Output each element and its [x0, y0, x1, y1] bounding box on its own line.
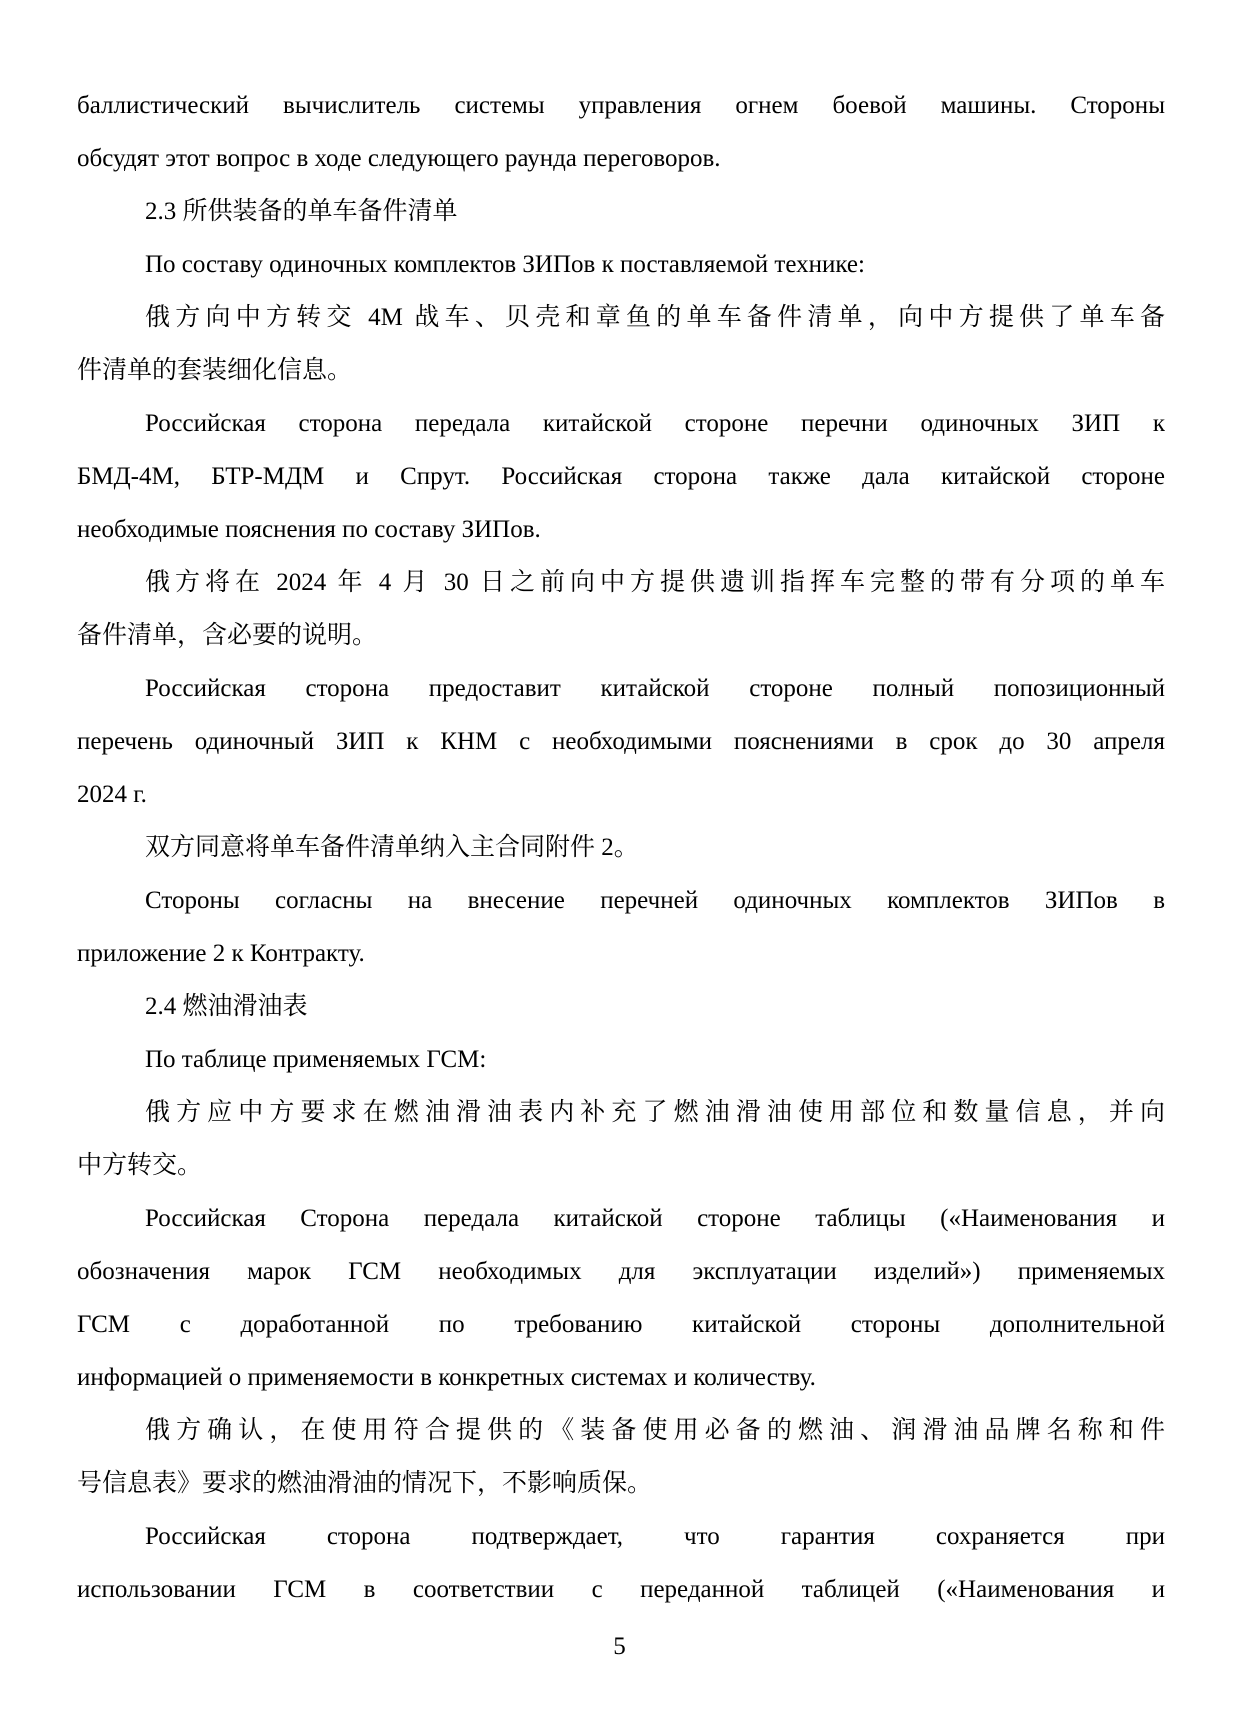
section-heading-2-3: 2.3 所供装备的单车备件清单	[145, 198, 458, 225]
text-line: приложение 2 к Контракту.	[77, 940, 365, 967]
text-line: 号信息表》要求的燃油滑油的情况下，不影响质保。	[77, 1470, 653, 1497]
text-line: БМД-4М, БТР-МДМ и Спрут. Российская сторона также дала китайской стороне	[77, 463, 1165, 490]
text-line: 中方转交。	[77, 1152, 203, 1179]
text-line: Российская сторона подтверждает, что гарантия сохраняется при	[145, 1523, 1165, 1550]
text-line: 俄方向中方转交 4M 战车、贝壳和章鱼的单车备件清单，向中方提供了单车备	[145, 304, 1165, 331]
text-line: ГСМ с доработанной по требованию китайской стороны дополнительной	[77, 1311, 1165, 1338]
text-line: По таблице применяемых ГСМ:	[145, 1046, 487, 1073]
text-line: Российская Сторона передала китайской стороне таблицы («Наименования и	[145, 1205, 1165, 1232]
text-line: 件清单的套装细化信息。	[77, 357, 353, 384]
text-line: обсудят этот вопрос в ходе следующего раунда переговоров.	[77, 145, 721, 172]
text-line: 俄方确认，在使用符合提供的《装备使用必备的燃油、润滑油品牌名称和件	[145, 1417, 1165, 1444]
page-number: 5	[613, 1633, 626, 1660]
text-line: 俄方应中方要求在燃油滑油表内补充了燃油滑油使用部位和数量信息，并向	[145, 1099, 1165, 1126]
text-line: Российская сторона передала китайской стороне перечни одиночных ЗИП к	[145, 410, 1165, 437]
text-line: По составу одиночных комплектов ЗИПов к поставляемой технике:	[145, 251, 865, 278]
text-line: Стороны согласны на внесение перечней одиночных комплектов ЗИПов в	[145, 887, 1165, 914]
text-line: необходимые пояснения по составу ЗИПов.	[77, 516, 541, 543]
text-line: 俄方将在 2024 年 4 月 30 日之前向中方提供遗训指挥车完整的带有分项的单车	[145, 569, 1165, 596]
text-line: баллистический вычислитель системы управления огнем боевой машины. Стороны	[77, 92, 1165, 119]
text-line: Российская сторона предоставит китайской стороне полный попозиционный	[145, 675, 1165, 702]
section-heading-2-4: 2.4 燃油滑油表	[145, 993, 308, 1020]
text-line: перечень одиночный ЗИП к КНМ с необходимыми пояснениями в срок до 30 апреля	[77, 728, 1165, 755]
text-line: обозначения марок ГСМ необходимых для эксплуатации изделий») применяемых	[77, 1258, 1165, 1285]
document-page-body	[77, 79, 1165, 1616]
text-line: 2024 г.	[77, 781, 147, 808]
text-line: 备件清单，含必要的说明。	[77, 622, 378, 649]
text-line: использовании ГСМ в соответствии с переданной таблицей («Наименования и	[77, 1576, 1165, 1603]
text-line: 双方同意将单车备件清单纳入主合同附件 2。	[145, 834, 639, 861]
text-line: информацией о применяемости в конкретных системах и количеству.	[77, 1364, 816, 1391]
